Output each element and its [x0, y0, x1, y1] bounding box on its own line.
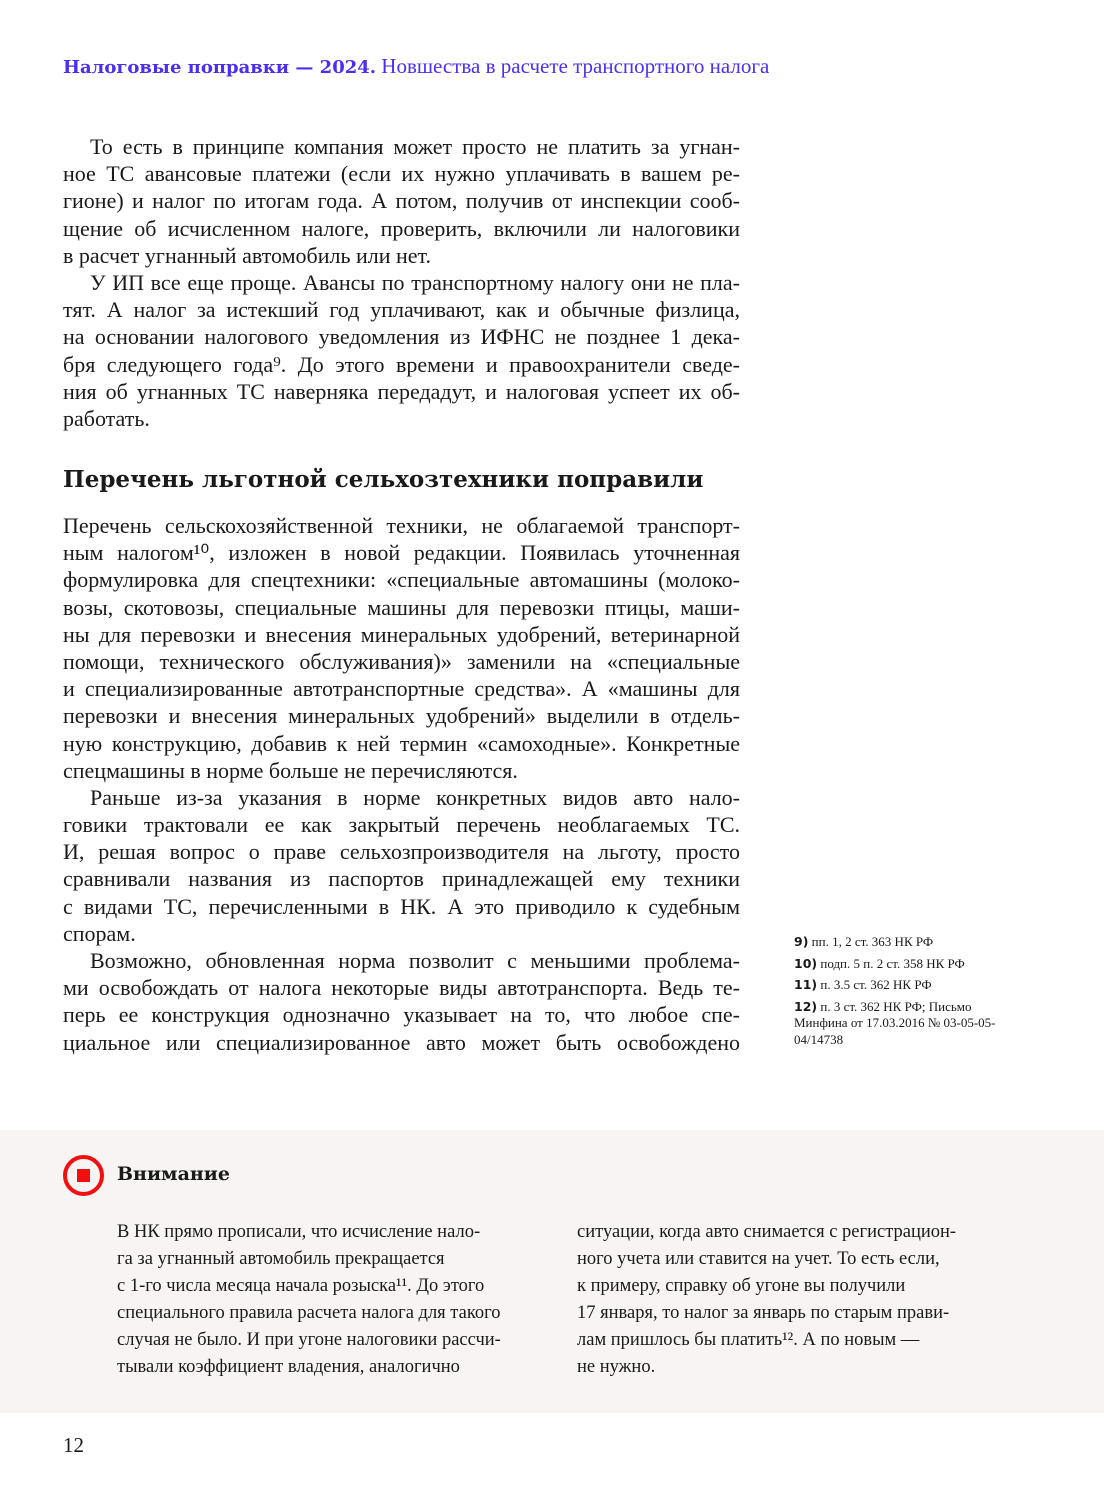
text-line: То есть в принципе компания может просто не платить за угнан-	[90, 134, 740, 159]
text-line: ным налогом¹⁰, изложен в новой редакции. Появилась уточненная	[63, 540, 740, 566]
text-line: Раньше из-за указания в норме конкретных видов авто нало-	[90, 784, 740, 810]
text-line: к примеру, справку об угоне вы получили	[577, 1276, 906, 1296]
text-line: лам пришлось бы платить¹². А по новым —	[577, 1330, 920, 1350]
text-line: формулировка для спецтехники: «специальные автомашины (молоко-	[63, 567, 740, 593]
text-line: 17 января, то налог за январь по старым прави-	[577, 1303, 950, 1323]
text-line: случая не было. И при угоне налоговики рассчи-	[117, 1330, 501, 1350]
alert-stop-icon	[63, 1155, 104, 1196]
text-line: возы, скотовозы, специальные машины для перевозки птицы, маши-	[63, 594, 740, 620]
text-line: У ИП все еще проще. Авансы по транспортному налогу они не пла-	[90, 269, 740, 295]
text-line: ное ТС авансовые платежи (если их нужно уплачивать в вашем ре-	[63, 161, 740, 187]
intro-text	[63, 133, 740, 432]
text-line: спецмашины в норме больше не перечисляются.	[63, 757, 518, 783]
section-heading: Перечень льготной сельхозтехники поправили	[63, 466, 704, 493]
footnote	[794, 999, 1024, 1049]
text-line: с 1-го числа месяца начала розыска¹¹. До этого	[117, 1276, 485, 1296]
running-header	[63, 54, 769, 79]
attention-left-column	[117, 1219, 538, 1381]
footnote-number: 9)	[794, 934, 809, 949]
text-line: циальное или специализированное авто может быть освобождено	[63, 1029, 740, 1055]
footnote-text: п. 3 ст. 362 НК РФ; Письмо Минфина от 17.03.2016 № 03-05-05-04/14738	[794, 998, 996, 1047]
footnote-number: 12)	[794, 998, 818, 1014]
footnote-text: пп. 1, 2 ст. 363 НК РФ	[811, 934, 934, 949]
footnote-text: п. 3.5 ст. 362 НК РФ	[820, 977, 932, 992]
text-line: ны для перевозки и внесения минеральных удобрений, ветеринарной	[63, 621, 740, 647]
text-line: работать.	[63, 405, 150, 431]
text-line: ния об угнанных ТС наверняка передадут, и налоговая успеет их об-	[63, 378, 740, 404]
text-line: Возможно, обновленная норма позволит с меньшими проблема-	[90, 948, 740, 973]
text-line: специального правила расчета налога для такого	[117, 1303, 501, 1323]
body-text	[63, 512, 740, 1056]
text-line: ную конструкцию, добавив к ней термин «самоходные». Конкретные	[63, 730, 740, 756]
header-title: Новшества в расчете транспортного налога	[381, 54, 770, 78]
text-line: ситуации, когда авто снимается с регистрацион-	[577, 1222, 957, 1242]
text-line: И, решая вопрос о праве сельхозпроизводителя на льготу, просто	[63, 839, 740, 865]
footnote-text: подп. 5 п. 2 ст. 358 НК РФ	[820, 955, 965, 971]
footnote-number: 11)	[794, 977, 818, 992]
footnote	[794, 934, 1024, 951]
text-line: тывали коэффициент владения, аналогично	[117, 1357, 460, 1377]
page-number: 12	[63, 1433, 84, 1457]
footnote	[794, 956, 1024, 973]
text-line: ного учета или ставится на учет. То есть если,	[577, 1249, 940, 1269]
text-line: с видами ТС, перечисленными в НК. А это приводило к судебным	[63, 893, 740, 919]
text-line: гионе) и налог по итогам года. А потом, получив от инспекции сооб-	[63, 188, 740, 214]
attention-title: Внимание	[117, 1163, 230, 1185]
text-line: не нужно.	[577, 1357, 656, 1377]
text-line: и специализированные автотранспортные средства». А «машины для	[63, 676, 740, 702]
footnotes	[794, 934, 1024, 1053]
text-line: Перечень сельскохозяйственной техники, не облагаемой транспорт-	[63, 513, 740, 538]
text-line: щение об исчисленном налоге, проверить, включили ли налоговики	[63, 215, 740, 241]
text-line: сравнивали названия из паспортов принадлежащей ему техники	[63, 866, 740, 892]
footnote-number: 10)	[794, 955, 818, 971]
text-line: помощи, технического обслуживания)» заменили на «специальные	[63, 648, 740, 674]
text-line: в расчет угнанный автомобиль или нет.	[63, 242, 432, 268]
text-line: на основании налогового уведомления из ИФНС не позднее 1 дека-	[63, 324, 740, 350]
text-line: В НК прямо прописали, что исчисление нало-	[117, 1222, 481, 1242]
text-line: тят. А налог за истекший год уплачивают, как и обычные физлица,	[63, 297, 740, 323]
text-line: спорам.	[63, 920, 136, 946]
text-line: говики трактовали ее как закрытый перечень необлагаемых ТС.	[63, 812, 740, 838]
text-line: га за угнанный автомобиль прекращается	[117, 1249, 445, 1269]
footnote	[794, 977, 1024, 994]
text-line: ми освобождать от налога некоторые виды автотранспорта. Ведь те-	[63, 975, 740, 1001]
text-line: перевозки и внесения минеральных удобрений» выделили в отдель-	[63, 703, 740, 729]
header-section: Налоговые поправки — 2024.	[63, 57, 377, 78]
attention-right-column	[577, 1219, 995, 1381]
text-line: перь ее конструкция однозначно указывает на то, что любое спе-	[63, 1002, 740, 1028]
text-line: бря следующего года⁹. До этого времени и правоохранители сведе-	[63, 351, 740, 377]
